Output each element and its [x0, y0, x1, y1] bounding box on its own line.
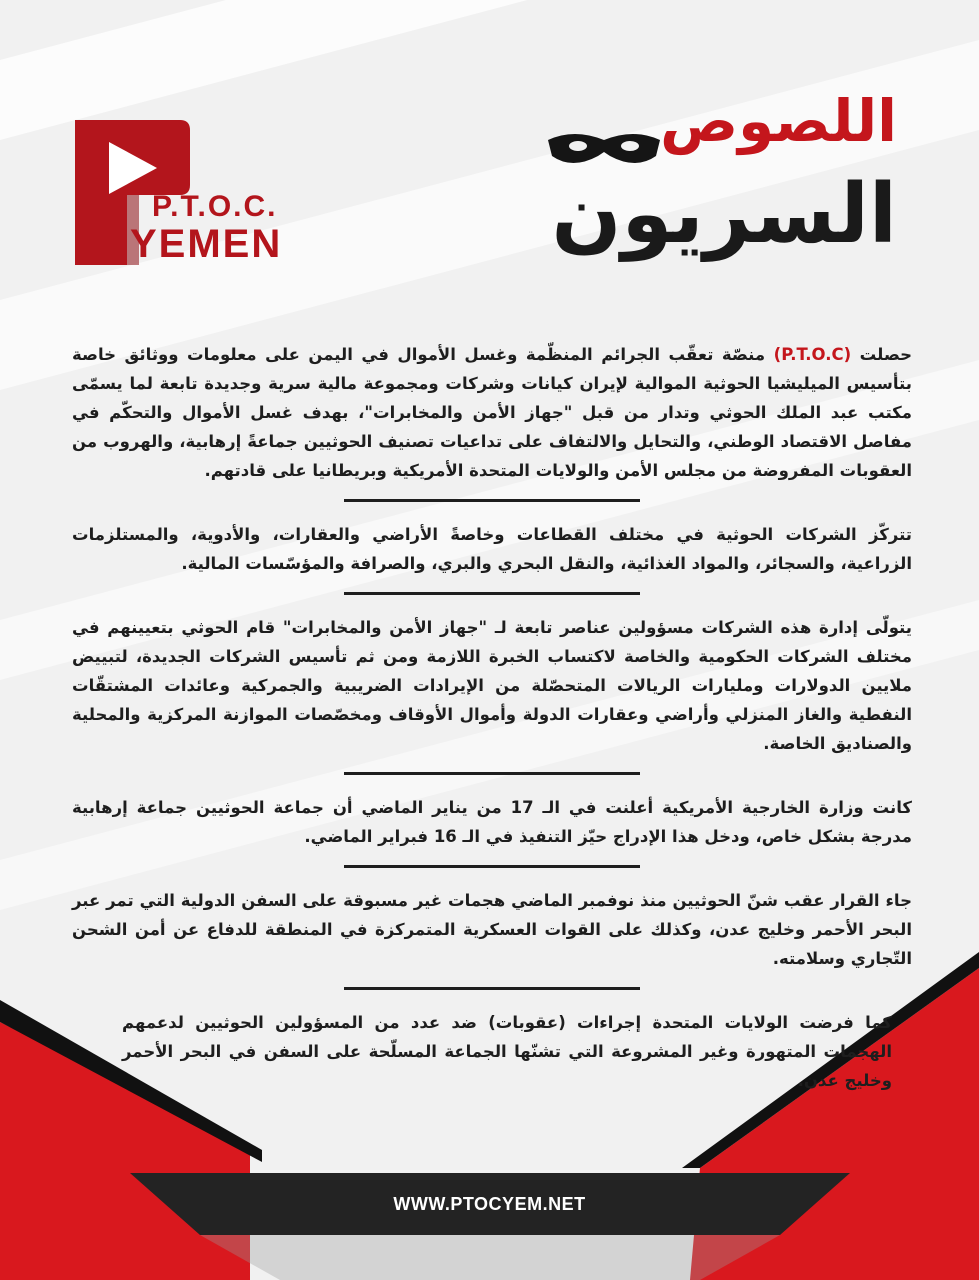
- logo-text-ptoc: P.T.O.C.: [152, 190, 278, 223]
- logo-text-yemen: YEMEN: [130, 222, 283, 266]
- ptoc-highlight: (P.T.O.C): [773, 345, 852, 364]
- divider: [344, 592, 640, 595]
- divider: [344, 499, 640, 502]
- headline-line-2: السريون: [551, 167, 897, 262]
- headline-line-1: اللصوص: [660, 87, 897, 155]
- paragraph-2: تتركّز الشركات الحوثية في مختلف القطاعات وخاصةً الأراضي والعقارات، والأدوية، والمستلزمات الزراعية، والسجائر، والمواد الغذائية، والنقل البحري والبري، والصرافة والمؤسّسات المالية.: [72, 525, 912, 573]
- paragraph-1: [72, 340, 912, 485]
- paragraph-4: كانت وزارة الخارجية الأمريكية أعلنت في الـ 17 من يناير الماضي أن جماعة الحوثيين جماعة إرهابية مدرجة بشكل خاص، ودخل هذا الإدراج حيّز التنفيذ في الـ 16 فبراير الماضي.: [72, 798, 912, 846]
- paragraph-5: جاء القرار عقب شنّ الحوثيين منذ نوفمبر الماضي هجمات غير مسبوقة على السفن الدولية التي تمر عبر البحر الأحمر وخليج عدن، وكذلك على القوات العسكرية المتمركزة في المنطقة للدفاع عن أمن الشحن التّجاري وسلامته.: [72, 891, 912, 968]
- paragraph-1-rest: منصّة تعقّب الجرائم المنظّمة وغسل الأموال في اليمن على معلومات ووثائق خاصة بتأسيس الميليشيا الحوثية الموالية لإيران كيانات وشركات ومجموعة مالية سرية وجديدة تابعة لما يسمّى مكتب عبد الملك الحوثي وتدار من قبل "جهاز الأمن والمخابرات"، بهدف غسل الأموال والتحكّم في مفاصل الاقتصاد الوطني، والتحايل والالتفاف على تداعيات تصنيف الحوثيين جماعةً إرهابية، والهروب من العقوبات المفروضة من مجلس الأمن والولايات المتحدة الأمريكية وبريطانيا على قادتهم.: [72, 345, 912, 480]
- paragraph-3: يتولّى إدارة هذه الشركات مسؤولين عناصر تابعة لـ "جهاز الأمن والمخابرات" قام الحوثي بتعيينهم في مختلف الشركات الحكومية والخاصة لاكتساب الخبرة اللازمة ومن ثم تأسيس الشركات الجديدة، لتبييض ملايين الدولارات ومليارات الريالات المتحصّلة من الإيرادات الضريبية والجمركية وعائدات المشتقّات النفطية والغاز المنزلي وأراضي وعقارات الدولة وأموال الأوقاف ومخصّصات الموازنة المركزية والمحلية والصناديق الخاصة.: [72, 618, 912, 753]
- paragraph-1-start: حصلت: [851, 345, 912, 364]
- divider: [344, 772, 640, 775]
- paragraph-6: كما فرضت الولايات المتحدة إجراءات (عقوبات) ضد عدد من المسؤولين الحوثيين لدعمهم الهجمات المتهورة وغير المشروعة التي تشنّها الجماعة المسلّحة على السفن في البحر الأحمر وخليج عدن.: [122, 1013, 892, 1090]
- footer-bar: [0, 1173, 979, 1235]
- divider: [344, 865, 640, 868]
- website-link[interactable]: WWW.PTOCYEM.NET: [393, 1193, 586, 1214]
- divider: [344, 987, 640, 990]
- article-body: [72, 340, 912, 1095]
